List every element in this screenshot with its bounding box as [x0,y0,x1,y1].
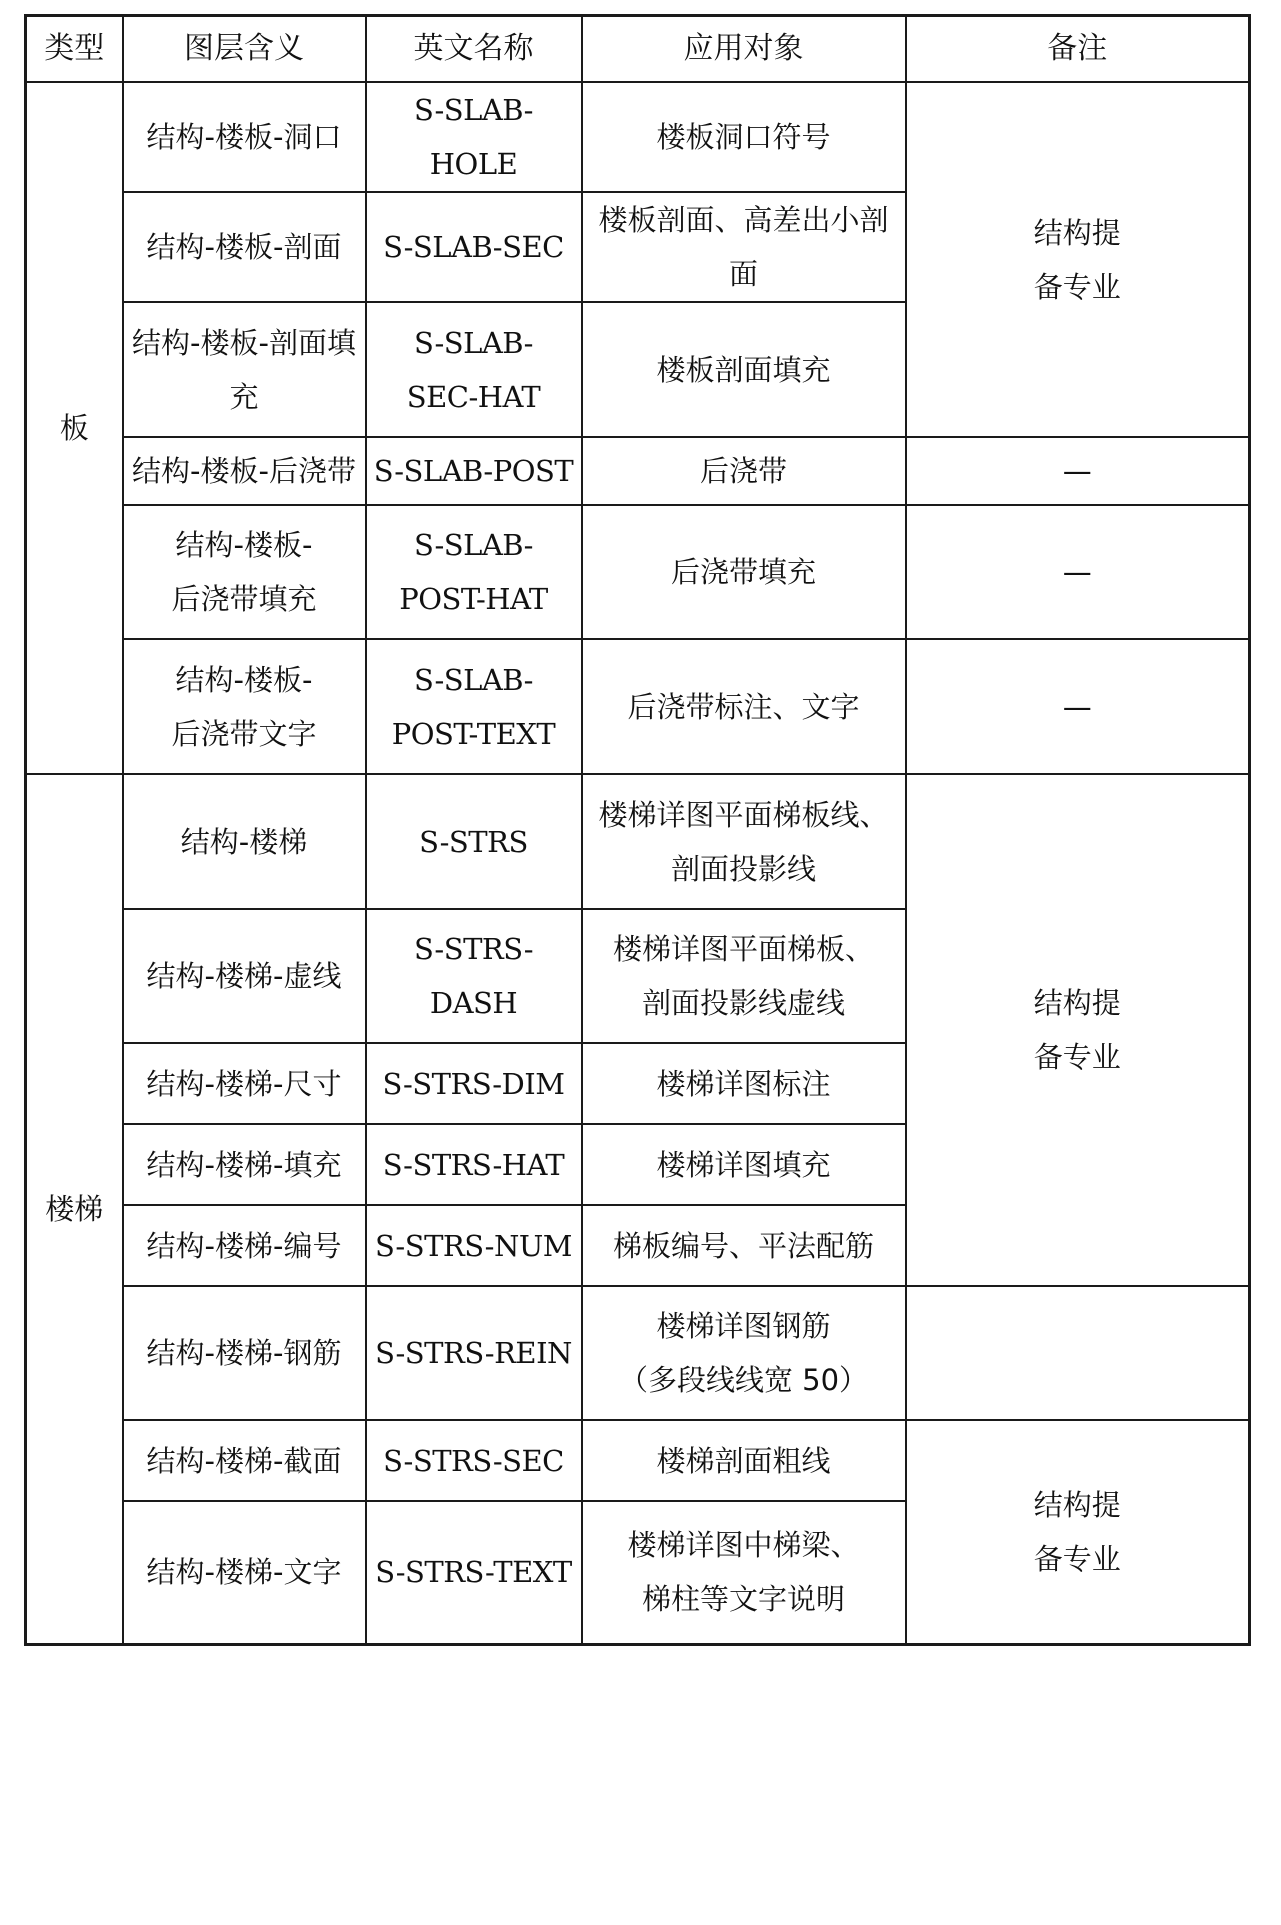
cell-text: 楼梯详图中梯梁、 [627,1528,860,1563]
application-object-cell [582,505,906,639]
english-name-cell [366,82,582,192]
dash-mark: — [1062,555,1092,589]
cell-text: 结构-楼板- [175,528,313,562]
english-name-cell [366,437,582,505]
cell-text: 结构提 [1033,986,1121,1020]
cell-text: 后浇带填充 [171,582,317,616]
cell-text: 楼梯详图平面梯板、 [612,932,874,966]
cell-text: S-SLAB-HOLE [414,93,533,181]
cell-text: 备专业 [1033,269,1121,304]
cell-text: 楼梯详图钢筋 [656,1309,831,1343]
application-object-cell [582,302,906,437]
cell-text: S-STRS-DIM [382,1066,565,1101]
application-object-cell [582,1043,906,1124]
cell-text: 结构-楼梯-钢筋 [146,1336,342,1370]
english-name-cell [366,909,582,1043]
cell-text: 楼板剖面、高差出小剖面 [598,203,889,291]
header-english-name: 英文名称 [366,16,582,83]
cell-text: 后浇带 [699,454,787,488]
header-remarks: 备注 [906,16,1250,83]
cell-text: 备专业 [1033,1541,1121,1576]
layer-table [24,14,1251,1646]
layer-meaning-cell [123,1043,366,1124]
header-type: 类型 [26,16,123,83]
layer-meaning-cell [123,1124,366,1205]
layer-meaning-cell [123,909,366,1043]
application-object-cell [582,82,906,192]
cell-text: 后浇带标注、文字 [627,689,860,724]
application-object-cell [582,1205,906,1286]
cell-text: POST-TEXT [391,716,556,751]
table-row [26,505,1250,639]
cell-text: 结构-楼板-洞口 [146,120,342,154]
remarks-cell [906,437,1250,505]
layer-meaning-cell [123,437,366,505]
cell-text: （多段线线宽 50） [618,1363,869,1397]
cell-text: S-SLAB-POST [373,454,574,488]
english-name-cell [366,1420,582,1501]
cell-text: 楼板剖面填充 [656,352,831,387]
cell-text: 结构-楼梯-虚线 [146,959,342,993]
cell-text: 剖面投影线虚线 [641,986,845,1020]
application-object-cell [582,909,906,1043]
cell-text: 梯板编号、平法配筋 [612,1228,874,1263]
cell-text: 剖面投影线 [670,851,816,886]
dash-mark: — [1062,689,1092,724]
cell-text: S-STRS-NUM [374,1228,572,1263]
cell-text: 结构-楼梯-填充 [146,1147,342,1182]
group-label: 板 [59,411,89,445]
remarks-cell [906,505,1250,639]
application-object-cell [582,1501,906,1644]
cell-text: SEC-HAT [406,379,541,414]
cell-text: 结构-楼板- [175,662,313,697]
table-row [26,437,1250,505]
table-row [26,774,1250,909]
application-object-cell [582,1420,906,1501]
application-object-cell [582,774,906,909]
application-object-cell [582,437,906,505]
table-row [26,639,1250,774]
english-name-cell [366,1043,582,1124]
cell-text: S-STRS-HAT [382,1147,565,1182]
dash-mark: — [1062,454,1092,488]
english-name-cell [366,192,582,302]
remarks-cell [906,639,1250,774]
english-name-cell [366,1124,582,1205]
cell-text: S-STRS [419,824,528,859]
group-cell-slab [26,82,123,774]
table-row [26,1286,1250,1420]
layer-meaning-cell [123,639,366,774]
layer-meaning-cell [123,1501,366,1644]
layer-meaning-cell [123,1286,366,1420]
layer-meaning-cell [123,192,366,302]
layer-meaning-cell [123,82,366,192]
cell-text: 梯柱等文字说明 [641,1582,845,1617]
remarks-cell [906,1420,1250,1644]
remarks-cell [906,774,1250,1286]
layer-meaning-cell [123,774,366,909]
cell-text: 备专业 [1033,1040,1121,1074]
application-object-cell [582,1124,906,1205]
layer-meaning-cell [123,505,366,639]
english-name-cell [366,774,582,909]
cell-text: POST-HAT [399,582,548,616]
table-row [26,1420,1250,1501]
cell-text: 结构-楼梯 [180,824,308,859]
english-name-cell [366,1205,582,1286]
cell-text: S-STRS-SEC [383,1443,564,1478]
header-row [26,16,1250,83]
table-row [26,82,1250,192]
cell-text: S-STRS-REIN [375,1336,572,1370]
cell-text: 结构提 [1033,215,1121,250]
english-name-cell [366,639,582,774]
layer-meaning-cell [123,1420,366,1501]
cell-text: 结构-楼板-后浇带 [132,454,356,488]
cell-text: 结构-楼梯-文字 [146,1555,342,1590]
application-object-cell [582,192,906,302]
cell-text: 楼板洞口符号 [656,120,831,154]
cell-text: 楼梯详图平面梯板线、 [598,797,889,832]
cell-text: S-SLAB- [414,528,533,562]
header-layer-meaning: 图层含义 [123,16,366,83]
cell-text: S-SLAB- [414,662,533,697]
cell-text: S-SLAB- [414,325,533,360]
cell-text: 楼梯详图填充 [656,1147,831,1182]
cell-text: 后浇带填充 [670,555,816,589]
group-label: 楼梯 [45,1191,104,1226]
application-object-cell [582,639,906,774]
layer-meaning-cell [123,1205,366,1286]
english-name-cell [366,505,582,639]
cell-text: 楼梯剖面粗线 [656,1443,831,1478]
cell-text: 后浇带文字 [171,716,317,751]
cell-text: S-STRS-DASH [414,932,533,1020]
english-name-cell [366,1286,582,1420]
cell-text: 结构-楼板-剖面 [146,230,342,264]
english-name-cell [366,1501,582,1644]
layer-meaning-cell [123,302,366,437]
layer-table-sheet [24,14,1248,1646]
cell-text: 结构-楼梯-尺寸 [146,1066,342,1101]
cell-text: S-SLAB-SEC [383,230,564,264]
application-object-cell [582,1286,906,1420]
cell-text: 楼梯详图标注 [656,1066,831,1101]
remarks-cell [906,82,1250,437]
group-cell-stairs [26,774,123,1644]
remarks-cell [906,1286,1250,1420]
cell-text: 结构-楼梯-编号 [146,1228,342,1263]
header-application-object: 应用对象 [582,16,906,83]
cell-text: 结构-楼板-剖面填充 [132,325,356,414]
cell-text: 结构提 [1033,1487,1121,1522]
cell-text: S-STRS-TEXT [375,1555,572,1590]
cell-text: 结构-楼梯-截面 [146,1443,342,1478]
english-name-cell [366,302,582,437]
